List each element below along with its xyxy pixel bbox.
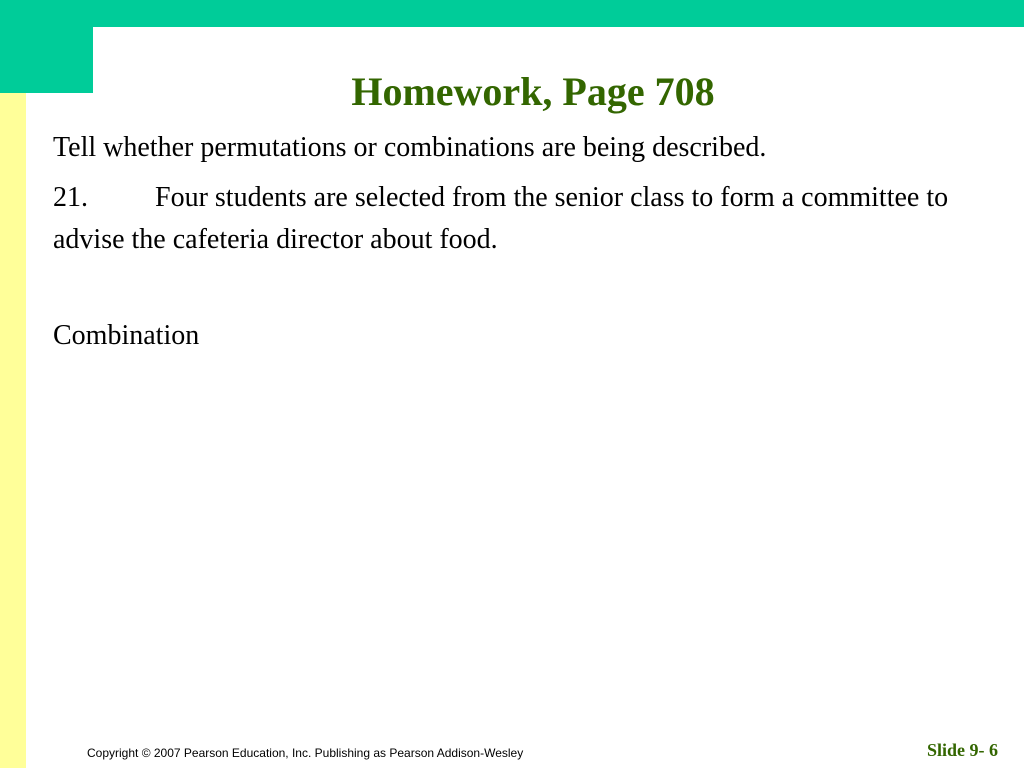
- slide-title: Homework, Page 708: [351, 69, 715, 114]
- top-accent-band: [0, 0, 1024, 27]
- problem-text: Four students are selected from the senior class to form a committee to advise the cafeteria director about food.: [53, 182, 949, 255]
- slide-number: Slide 9- 6: [926, 740, 998, 760]
- answer-text: Combination: [53, 320, 200, 351]
- copyright-footer: Copyright © 2007 Pearson Education, Inc. Publishing as Pearson Addison-Wesley: [87, 746, 524, 760]
- problem-number: 21.: [53, 182, 88, 213]
- instruction-text: Tell whether permutations or combinations are being described.: [53, 132, 767, 163]
- problem-21: [53, 177, 953, 261]
